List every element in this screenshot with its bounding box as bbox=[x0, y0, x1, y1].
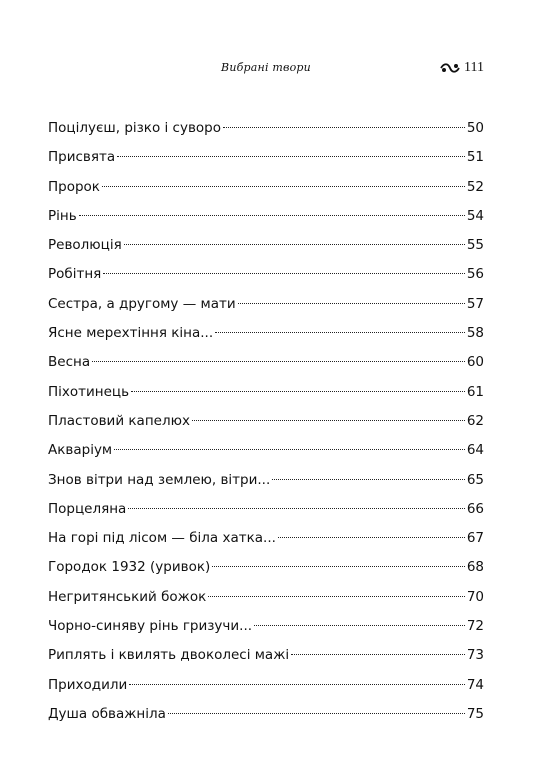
toc-dot-leader bbox=[131, 391, 465, 392]
toc-entry-page: 70 bbox=[466, 588, 484, 605]
toc-entry-title: Акваріум bbox=[48, 442, 113, 459]
toc-dot-leader bbox=[102, 186, 465, 187]
toc-dot-leader bbox=[168, 713, 465, 714]
toc-entry-page: 74 bbox=[466, 676, 484, 693]
toc-dot-leader bbox=[92, 361, 465, 362]
toc-entry-title: Порцеляна bbox=[48, 500, 127, 517]
toc-entry[interactable] bbox=[48, 352, 484, 381]
toc-entry[interactable] bbox=[48, 616, 484, 645]
table-of-contents bbox=[48, 118, 484, 733]
toc-entry-title: Негритянський божок bbox=[48, 588, 207, 605]
toc-entry-page: 61 bbox=[466, 383, 484, 400]
toc-dot-leader bbox=[272, 479, 465, 480]
toc-dot-leader bbox=[79, 215, 465, 216]
toc-dot-leader bbox=[238, 303, 465, 304]
toc-dot-leader bbox=[278, 537, 465, 538]
toc-entry-title: Робітня bbox=[48, 266, 102, 283]
running-title: Вибрані твори bbox=[221, 61, 311, 74]
toc-entry[interactable] bbox=[48, 675, 484, 704]
toc-entry-title: Приходили bbox=[48, 676, 128, 693]
toc-dot-leader bbox=[114, 449, 465, 450]
toc-entry-title: Риплять і квилять двоколесі мажі bbox=[48, 647, 290, 664]
page-number-block bbox=[440, 58, 484, 78]
toc-dot-leader bbox=[103, 273, 465, 274]
fleuron-icon bbox=[440, 62, 460, 74]
toc-dot-leader bbox=[128, 508, 464, 509]
toc-entry-page: 66 bbox=[466, 500, 484, 517]
toc-entry-title: Присвята bbox=[48, 149, 116, 166]
toc-entry-title: Ясне мерехтіння кіна... bbox=[48, 325, 214, 342]
toc-entry[interactable] bbox=[48, 499, 484, 528]
toc-entry[interactable] bbox=[48, 587, 484, 616]
toc-entry-title: Чорно-синяву рінь гризучи... bbox=[48, 618, 253, 635]
toc-entry[interactable] bbox=[48, 440, 484, 469]
toc-entry-page: 62 bbox=[466, 412, 484, 429]
toc-entry-page: 52 bbox=[466, 178, 484, 195]
toc-dot-leader bbox=[208, 596, 465, 597]
toc-entry[interactable] bbox=[48, 264, 484, 293]
toc-entry-title: Знов вітри над землею, вітри... bbox=[48, 471, 271, 488]
toc-entry-page: 56 bbox=[466, 266, 484, 283]
toc-entry-page: 75 bbox=[466, 705, 484, 722]
page-number: 111 bbox=[464, 60, 484, 75]
toc-entry[interactable] bbox=[48, 235, 484, 264]
toc-dot-leader bbox=[117, 156, 465, 157]
toc-dot-leader bbox=[192, 420, 465, 421]
toc-entry[interactable] bbox=[48, 470, 484, 499]
toc-entry-page: 73 bbox=[466, 647, 484, 664]
toc-entry[interactable] bbox=[48, 382, 484, 411]
toc-entry-page: 55 bbox=[466, 237, 484, 254]
toc-entry-page: 58 bbox=[466, 325, 484, 342]
toc-entry[interactable] bbox=[48, 645, 484, 674]
toc-entry[interactable] bbox=[48, 528, 484, 557]
toc-entry-title: Пластовий капелюх bbox=[48, 412, 190, 429]
toc-entry-title: Піхотинець bbox=[48, 383, 130, 400]
toc-dot-leader bbox=[215, 332, 465, 333]
toc-entry[interactable] bbox=[48, 323, 484, 352]
toc-dot-leader bbox=[291, 654, 465, 655]
toc-dot-leader bbox=[223, 127, 465, 128]
toc-entry[interactable] bbox=[48, 557, 484, 586]
toc-entry-page: 54 bbox=[466, 207, 484, 224]
toc-entry[interactable] bbox=[48, 118, 484, 147]
toc-entry-title: Рінь bbox=[48, 207, 77, 224]
toc-entry-title: Пророк bbox=[48, 178, 100, 195]
toc-entry-title: Городок 1932 (уривок) bbox=[48, 559, 211, 576]
toc-entry[interactable] bbox=[48, 704, 484, 733]
toc-entry-page: 68 bbox=[466, 559, 484, 576]
toc-entry-title: Душа обважніла bbox=[48, 705, 166, 722]
toc-entry-page: 51 bbox=[466, 149, 484, 166]
toc-entry[interactable] bbox=[48, 294, 484, 323]
toc-entry-page: 67 bbox=[466, 530, 484, 547]
toc-dot-leader bbox=[254, 625, 465, 626]
toc-dot-leader bbox=[129, 684, 465, 685]
toc-entry-title: Революція bbox=[48, 237, 122, 254]
page-header bbox=[48, 58, 484, 82]
toc-dot-leader bbox=[124, 244, 465, 245]
toc-entry-page: 72 bbox=[466, 618, 484, 635]
toc-entry-title: Сестра, а другому — мати bbox=[48, 295, 236, 312]
toc-dot-leader bbox=[212, 566, 465, 567]
toc-entry-page: 64 bbox=[466, 442, 484, 459]
toc-entry-title: Поцілуєш, різко і суворо bbox=[48, 120, 222, 136]
toc-entry[interactable] bbox=[48, 177, 484, 206]
toc-entry-title: Весна bbox=[48, 354, 91, 371]
toc-entry[interactable] bbox=[48, 206, 484, 235]
toc-entry-page: 57 bbox=[466, 295, 484, 312]
toc-entry[interactable] bbox=[48, 147, 484, 176]
toc-entry-page: 50 bbox=[466, 120, 484, 136]
toc-entry-page: 60 bbox=[466, 354, 484, 371]
toc-entry-title: На горі під лісом — біла хатка... bbox=[48, 530, 276, 547]
toc-entry-page: 65 bbox=[466, 471, 484, 488]
toc-entry[interactable] bbox=[48, 411, 484, 440]
